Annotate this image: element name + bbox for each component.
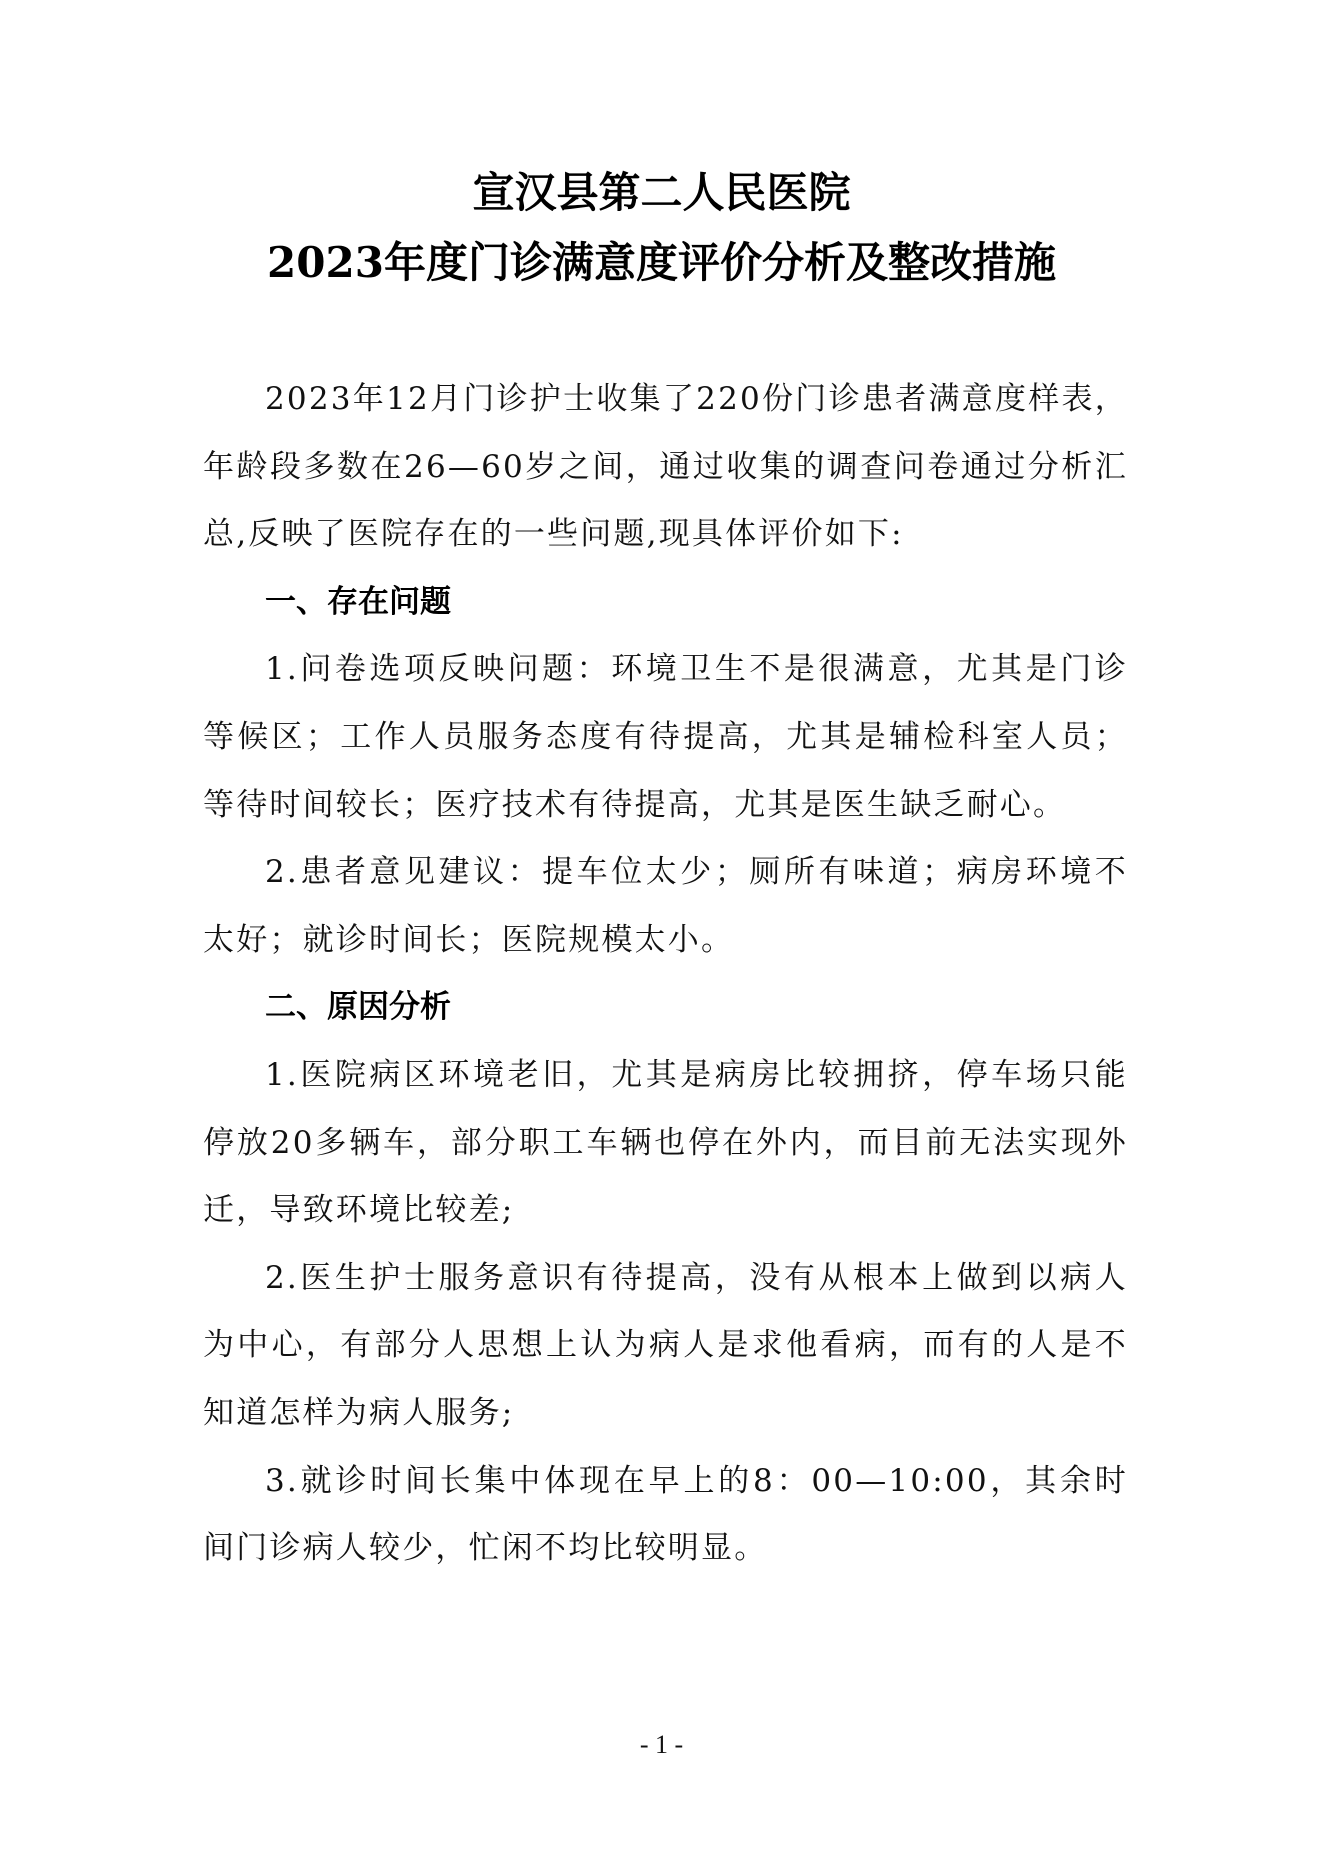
- intro-paragraph: 2023年12月门诊护士收集了220份门诊患者满意度样表，年龄段多数在26—60岁之间，通过收集的调查问卷通过分析汇总,反映了医院存在的一些问题,现具体评价如下:: [203, 381, 1128, 553]
- title-line-hospital: 宣汉县第二人民医院: [472, 168, 851, 217]
- section-heading-problems: 一、存在问题: [265, 583, 451, 620]
- problem-item-2: 2.患者意见建议：提车位太少；厕所有味道；病房环境不太好；就诊时间长；医院规模太小。: [203, 854, 1128, 958]
- section-heading-causes: 二、原因分析: [265, 989, 451, 1026]
- problem-item-1: 1.问卷选项反映问题：环境卫生不是很满意，尤其是门诊等候区；工作人员服务态度有待提高，尤其是辅检科室人员；等待时间较长；医疗技术有待提高，尤其是医生缺乏耐心。: [203, 651, 1128, 823]
- cause-item-1: 1.医院病区环境老旧，尤其是病房比较拥挤，停车场只能停放20多辆车，部分职工车辆也停在外内，而目前无法实现外迁，导致环境比较差;: [203, 1056, 1128, 1229]
- cause-item-3: 3.就诊时间长集中体现在早上的8：00—10:00，其余时间门诊病人较少，忙闲不均比较明显。: [203, 1462, 1128, 1567]
- document-body: [203, 366, 1128, 1583]
- page-number: - 1 -: [639, 1730, 684, 1759]
- document-title: [0, 158, 1323, 298]
- title-line-subject: 2023年度门诊满意度评价分析及整改措施: [267, 238, 1056, 287]
- cause-item-2: 2.医生护士服务意识有待提高，没有从根本上做到以病人为中心，有部分人思想上认为病人是求他看病，而有的人是不知道怎样为病人服务;: [203, 1259, 1128, 1431]
